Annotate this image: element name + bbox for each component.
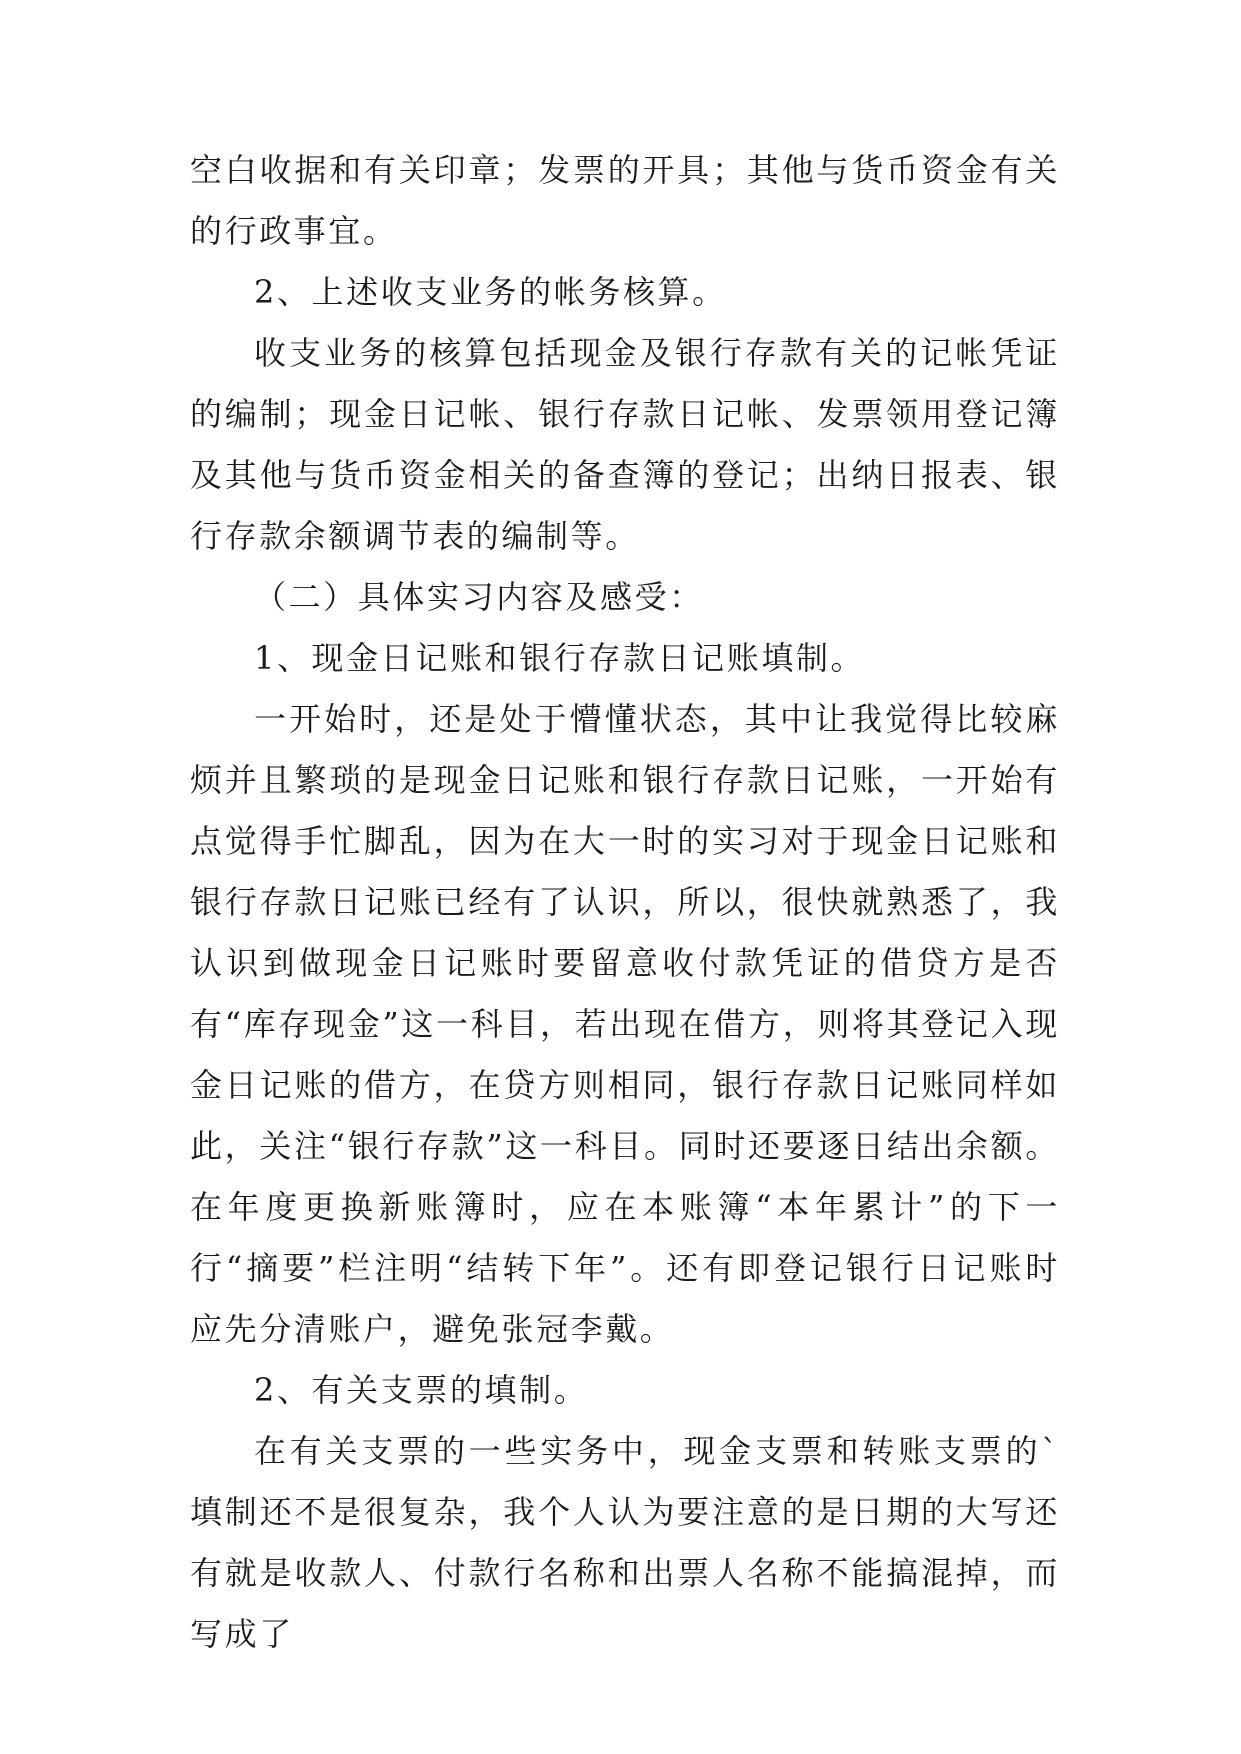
heading-item-1-cash-journal: 1、现金日记账和银行存款日记账填制。 (254, 639, 866, 677)
document-body (190, 140, 1060, 1665)
paragraph-accounting-scope: 收支业务的核算包括现金及银行存款有关的记帐凭证的编制；现金日记帐、银行存款日记帐、发票领用登记簿及其他与货币资金相关的备查簿的登记；出纳日报表、银行存款余额调节表的编制等。 (190, 334, 1060, 555)
paragraph-cheque-experience: 在有关支票的一些实务中，现金支票和转账支票的`填制还不是很复杂，我个人认为要注意的是日期的大写还有就是收款人、付款行名称和出票人名称不能搞混掉，而写成了 (190, 1432, 1060, 1653)
heading-section-2-internship: （二）具体实习内容及感受： (254, 578, 704, 616)
paragraph-cash-journal-experience: 一开始时，还是处于懵懂状态，其中让我觉得比较麻烦并且繁琐的是现金日记账和银行存款日记账，一开始有点觉得手忙脚乱，因为在大一时的实习对于现金日记账和银行存款日记账已经有了认识，所以，很快就熟悉了，我认识到做现金日记账时要留意收付款凭证的借贷方是否有“库存现金”这一科目，若出现在借方，则将其登记入现金日记账的借方，在贷方则相同，银行存款日记账同样如此，关注“银行存款”这一科目。同时还要逐日结出余额。在年度更换新账簿时，应在本账簿“本年累计”的下一行“摘要”栏注明“结转下年”。还有即登记银行日记账时应先分清账户，避免张冠李戴。 (190, 700, 1060, 1348)
paragraph-continuation: 空白收据和有关印章；发票的开具；其他与货币资金有关的行政事宜。 (190, 151, 1060, 250)
heading-item-2-cheque: 2、有关支票的填制。 (254, 1371, 589, 1409)
heading-item-2-accounting: 2、上述收支业务的帐务核算。 (254, 273, 727, 311)
